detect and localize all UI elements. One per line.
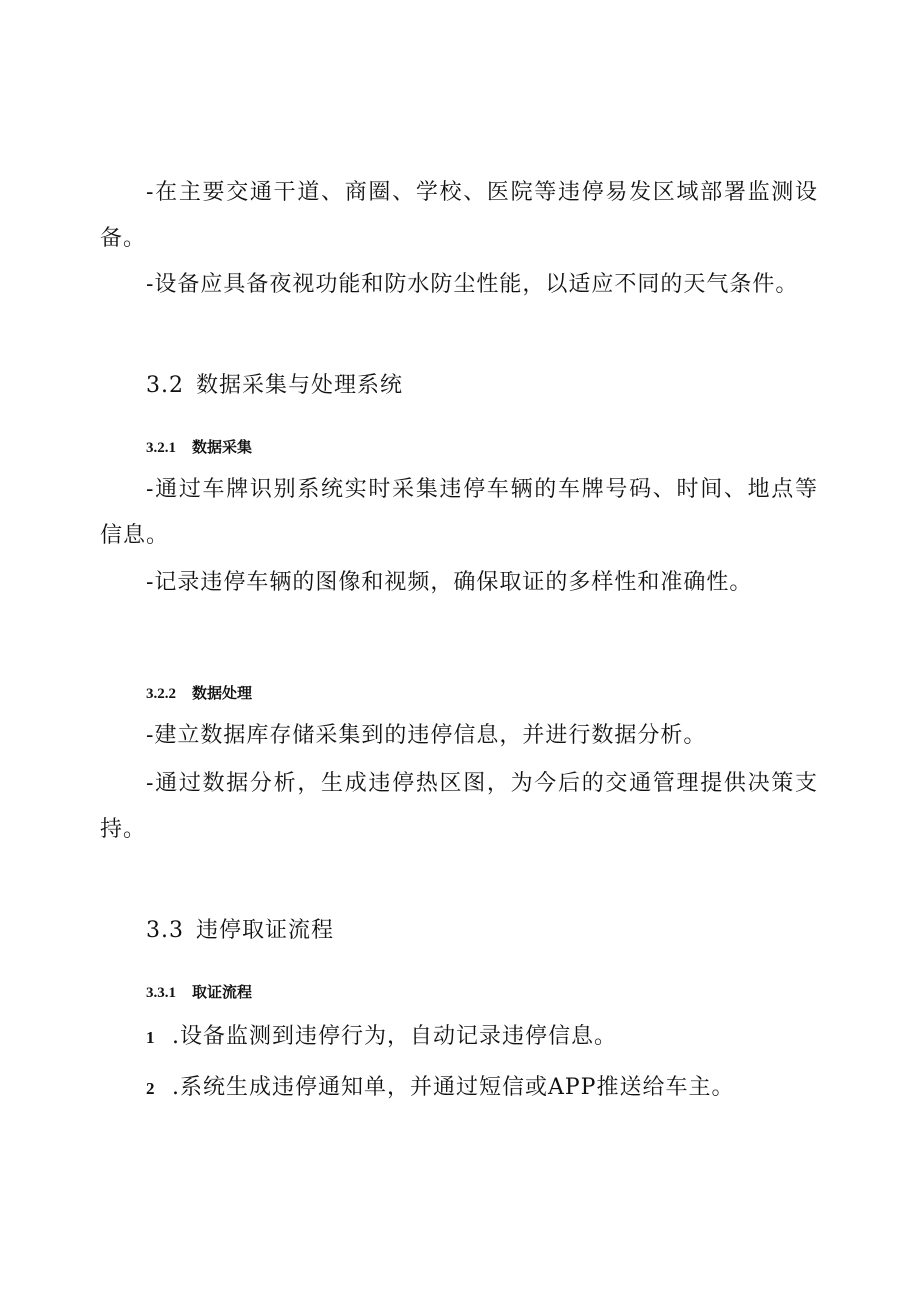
list-item-index: 2 — [146, 1079, 156, 1098]
section-heading-3-2 — [146, 368, 403, 399]
paragraph-deploy-devices: -在主要交通干道、商圈、学校、医院等违停易发区域部署监测设备。 — [100, 180, 818, 251]
sub-heading-number: 3.2.1 — [146, 440, 176, 456]
section-heading-3-3 — [146, 913, 334, 944]
list-item-index: 1 — [146, 1028, 156, 1047]
sub-heading-3-2-1 — [146, 436, 252, 457]
list-item — [146, 1070, 735, 1101]
sub-heading-3-2-2 — [146, 682, 252, 703]
section-title: 数据采集与处理系统 — [196, 373, 404, 398]
sub-heading-3-3-1 — [146, 981, 252, 1002]
paragraph-record-media: -记录违停车辆的图像和视频，确保取证的多样性和准确性。 — [146, 570, 753, 595]
list-item — [146, 1019, 617, 1050]
section-number: 3.2 — [146, 373, 184, 398]
list-item-text: .设备监测到违停行为，自动记录违停信息。 — [172, 1024, 617, 1049]
sub-heading-title: 取证流程 — [192, 984, 253, 1001]
section-title: 违停取证流程 — [196, 918, 335, 943]
paragraph-heatmap: -通过数据分析，生成违停热区图，为今后的交通管理提供决策支持。 — [100, 771, 818, 842]
sub-heading-number: 3.3.1 — [146, 985, 176, 1001]
sub-heading-title: 数据采集 — [192, 439, 253, 456]
paragraph-database: -建立数据库存储采集到的违停信息，并进行数据分析。 — [146, 723, 707, 748]
section-number: 3.3 — [146, 918, 184, 943]
paragraph-device-requirements: -设备应具备夜视功能和防水防尘性能，以适应不同的天气条件。 — [146, 272, 799, 297]
sub-heading-title: 数据处理 — [192, 685, 253, 702]
paragraph-plate-recognition: -通过车牌识别系统实时采集违停车辆的车牌号码、时间、地点等信息。 — [100, 477, 818, 548]
sub-heading-number: 3.2.2 — [146, 686, 176, 702]
list-item-text: .系统生成违停通知单，并通过短信或APP推送给车主。 — [172, 1075, 735, 1100]
